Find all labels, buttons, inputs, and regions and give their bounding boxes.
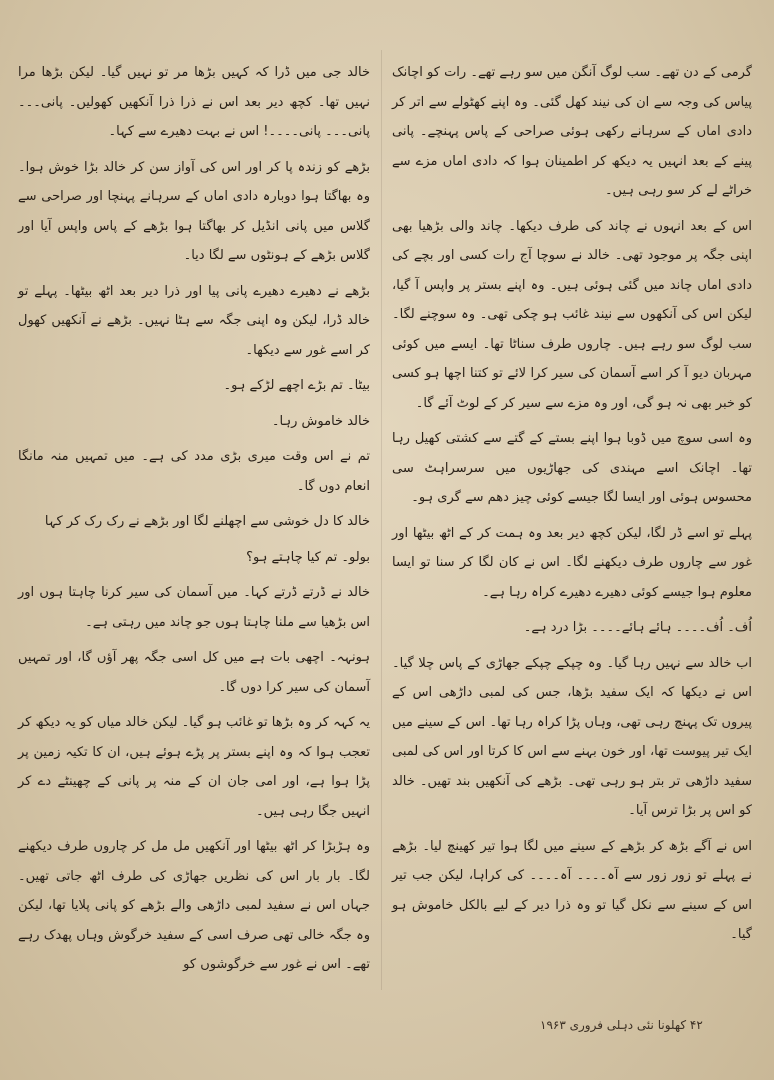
paragraph: گرمی کے دن تھے۔ سب لوگ آنگن میں سو رہے تھے۔ رات کو اچانک پیاس کی وجہ سے ان کی نیند کھل گئی۔ وہ اپنے کھٹولے سے اتر کر دادی اماں کے سرہانے رکھی ہوئی صراحی کے پاس پہنچے۔ پانی پینے کے بعد انہیں یہ دیکھ کر اطمینان ہوا کہ دادی اماں مزے سے خراٹے لے کر سو رہی ہیں۔ [392, 65, 752, 198]
paragraph: بڑھے کو زندہ پا کر اور اس کی آواز سن کر خالد بڑا خوش ہوا۔ وہ بھاگتا ہوا دوبارہ دادی اماں کے سرہانے پہنچا اور صراحی سے گلاس میں پانی انڈیل کر بھاگتا ہوا بڑھے کے پاس واپس آیا اور گلاس بڑھے کے ہونٹوں سے لگا دیا۔ [18, 159, 370, 263]
paragraph: وہ ہڑبڑا کر اٹھ بیٹھا اور آنکھیں مل مل کر چاروں طرف دیکھنے لگا۔ بار بار اس کی نظریں جھاڑی کی طرف اٹھ جاتی تھیں۔ جہاں اس نے سفید لمبی داڑھی والے بڑھے کو پانی پلایا تھا، لیکن وہ جگہ خالی تھی صرف اسی کے سفید خرگوش وہاں پھدک رہے تھے۔ اس نے غور سے خرگوشوں کو [18, 839, 370, 972]
paragraph: پہلے تو اسے ڈر لگا، لیکن کچھ دیر بعد وہ ہمت کر کے اٹھ بیٹھا اور غور سے چاروں طرف دیکھنے لگا۔ اس نے کان لگا کر سنا تو ایسا معلوم ہوا جیسے کوئی دھیرے دھیرے کراہ رہا ہے۔ [392, 525, 752, 600]
left-text-column [18, 58, 370, 986]
paragraph: اس نے آگے بڑھ کر بڑھے کے سینے میں لگا ہوا تیر کھینچ لیا۔ بڑھے نے پہلے تو زور زور سے آہ۔۔۔۔ آہ۔۔۔۔ کی کراہا، لیکن جب تیر اس کے سینے سے نکل گیا تو وہ ذرا دیر کے لیے بالکل خاموش ہو گیا۔ [392, 838, 752, 942]
page-footer: ۴۲ کھلونا نئی دہلی فروری ۱۹۶۳ [540, 1018, 703, 1032]
paragraph: خالد نے ڈرتے ڈرتے کہا۔ میں آسمان کی سیر کرنا چاہتا ہوں اور اس بڑھیا سے ملنا چاہتا ہوں جو چاند میں رہتی ہے۔ [18, 585, 370, 630]
paragraph: خالد جی میں ڈرا کہ کہیں بڑھا مر تو نہیں گیا۔ لیکن بڑھا مرا نہیں تھا۔ کچھ دیر بعد اس نے ذرا ذرا آنکھیں کھولیں۔ پانی۔۔۔ پانی۔۔۔ پانی۔۔۔۔! اس نے بہت دھیرے سے کہا۔ [18, 65, 370, 139]
paragraph: خالد کا دل خوشی سے اچھلنے لگا اور بڑھے نے رک رک کر کہا [44, 514, 370, 529]
paragraph: اُف۔ اُف۔۔۔۔ ہائے ہائے۔۔۔۔ بڑا درد ہے۔ [523, 620, 752, 635]
paragraph: خالد خاموش رہا۔ [271, 413, 370, 429]
column-divider [381, 50, 382, 990]
dialogue-line: بولو۔ تم کیا چاہتے ہو؟ [246, 549, 370, 565]
paragraph: یہ کہہ کر وہ بڑھا تو غائب ہو گیا۔ لیکن خالد میاں کو یہ دیکھ کر تعجب ہوا کہ وہ اپنے بستر پر پڑے ہوئے ہیں، ان کا تکیہ زمین پر پڑا ہوا ہے، اور امی جان ان کے منہ پر پانی کے چھینٹے دے کر انہیں جگا رہی ہیں۔ [18, 715, 370, 819]
paragraph: بڑھے نے دھیرے دھیرے پانی پیا اور ذرا دیر بعد اٹھ بیٹھا۔ پہلے تو خالد ڈرا، لیکن وہ اپنی جگہ سے ہٹا نہیں۔ بڑھے نے آنکھیں کھول کر اسے غور سے دیکھا۔ [18, 283, 370, 358]
paragraph: اب خالد سے نہیں رہا گیا۔ وہ چپکے چپکے جھاڑی کے پاس چلا گیا۔ اس نے دیکھا کہ ایک سفید بڑھا، جس کی لمبی داڑھی اس کے پیروں تک پہنچ رہی تھی، وہاں پڑا کراہ رہا تھا۔ اس کے سینے میں ایک تیر پیوست تھا، اور خون بہنے سے اس کا کرتا اور اس کی لمبی سفید داڑھی تر بتر ہو رہی تھی۔ بڑھے کی آنکھیں بند تھیں۔ خالد کو اس پر بڑا ترس آیا۔ [392, 655, 752, 818]
dialogue-line: تم نے اس وقت میری بڑی مدد کی ہے۔ میں تمہیں منہ مانگا انعام دوں گا۔ [18, 449, 370, 494]
paragraph: وہ اسی سوچ میں ڈوبا ہوا اپنے بستے کے گتے سے کشتی کھیل رہا تھا۔ اچانک اسے مہندی کی جھاڑیوں میں سرسراہٹ سی محسوس ہوئی اور ایسا لگا جیسے کوئی چیز دھم سے گری ہو۔ [392, 431, 752, 505]
dialogue-line: ہونہہ۔ اچھی بات ہے میں کل اسی جگہ پھر آؤں گا، اور تمہیں آسمان کی سیر کرا دوں گا۔ [18, 650, 370, 695]
paragraph: اس کے بعد انہوں نے چاند کی طرف دیکھا۔ چاند والی بڑھیا بھی اپنی جگہ پر موجود تھی۔ خالد نے سوچا آج رات کسی اور بچے کی دادی اماں چاند میں گئی ہوئی ہیں۔ وہ اپنے بستر پر واپس آ گیا، لیکن اس کی آنکھوں سے نیند غائب ہو چکی تھی۔ وہ سوچنے لگا۔ سب لوگ سو رہے ہیں۔ چاروں طرف سناٹا تھا۔ ایسے میں کوئی مہربان دیو آ کر اسے آسمان کی سیر کرا لائے تو کتنا اچھا ہو کسی کو خبر بھی نہ ہو گی، اور وہ مزے سے سیر کر کے لوٹ آئے گا۔ [392, 218, 752, 411]
dialogue-line: بیٹا۔ تم بڑے اچھے لڑکے ہو۔ [223, 378, 370, 393]
right-text-column [392, 58, 752, 956]
